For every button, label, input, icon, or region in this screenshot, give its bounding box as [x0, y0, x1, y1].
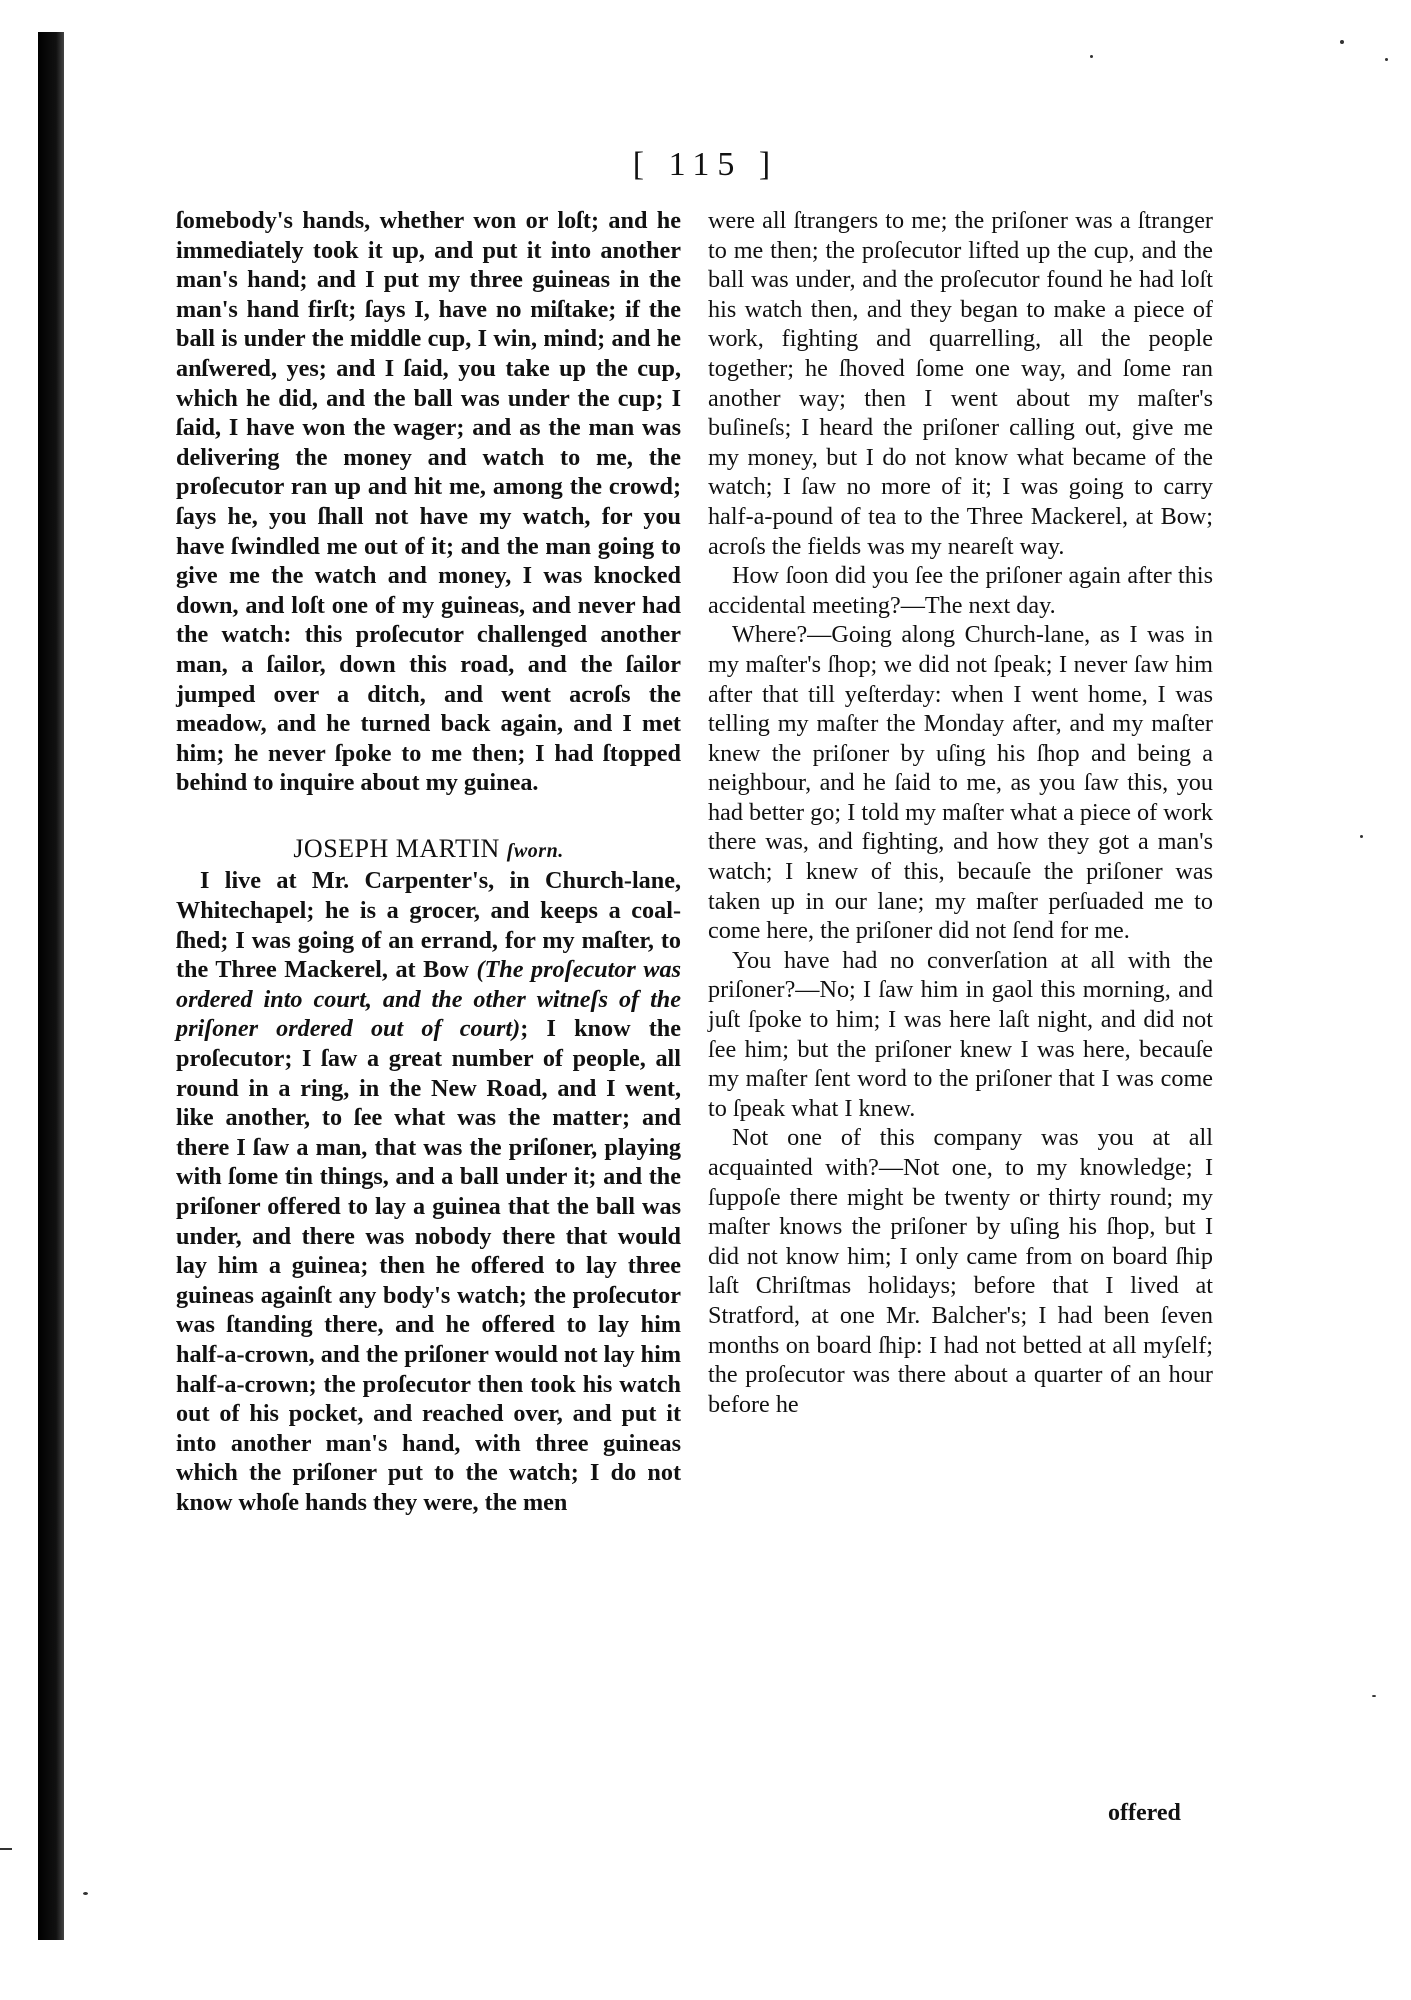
testimony-text: I live at Mr. Carpenter's, in Church-lane, Whitechapel; he is a grocer, and keeps a coal-ſhed; I was going of an errand, for my maſter, to the Three Mackerel, at Bow [176, 867, 681, 984]
right-column [708, 206, 1213, 1419]
scan-speck [1372, 1695, 1376, 1697]
scan-speck [1360, 835, 1363, 838]
question-answer: Not one of this company was you at all acquainted with?—Not one, to my knowledge; I ſuppoſe there might be twenty or thirty round; my maſter knows the priſoner by uſing his ſhop, but I did not know him; I only came from on board ſhip laſt Chriſtmas holidays; before that I lived at Stratford, at one Mr. Balcher's; I had been ſeven months on board ſhip: I had not betted at all myſelf; the proſecutor was there about a quarter of an hour before he [708, 1124, 1213, 1418]
question-answer: How ſoon did you ſee the priſoner again after this accidental meeting?—The next day. [708, 562, 1213, 619]
testimony-paragraph: ſomebody's hands, whether won or loſt; and he immediately took it up, and put it into another man's hand; and I put my three guineas in the man's hand firſt; ſays I, have no miſtake; if the ball is under the middle cup, I win, mind; and he anſwered, yes; and I ſaid, you take up the cup, which he did, and the ball was under the cup; I ſaid, I have won the wager; and as the man was delivering the money and watch to me, the proſecutor ran up and hit me, among the crowd; ſays he, you ſhall not have my watch, for you have ſwindled me out of it; and the man going to give me the watch and money, I was knocked down, and loſt one of my guineas, and never had the watch: this proſecutor challenged another man, a ſailor, down this road, and the ſailor jumped over a ditch, and went acroſs the meadow, and he turned back again, and I met him; he never ſpoke to me then; I had ſtopped behind to inquire about my guinea. [176, 207, 681, 797]
scan-speck [1385, 58, 1388, 61]
page-number: [ 115 ] [632, 146, 779, 183]
scan-speck [1340, 40, 1344, 44]
left-column [176, 206, 681, 1518]
sworn-label: ſworn. [506, 839, 564, 862]
question-answer: You have had no converſation at all with the priſoner?—No; I ſaw him in gaol this morning, and juſt ſpoke to him; I was here laſt night, and did not ſee him; but the priſoner knew I was here, becauſe my maſter ſent word to the priſoner that I was come to ſpeak what I knew. [708, 946, 1213, 1122]
scanned-page-edge [38, 32, 64, 1940]
testimony-text: ; I know the proſecutor; I ſaw a great number of people, all round in a ring, in the New Road, and I went, like another, to ſee what was the matter; and there I ſaw a man, that was the priſoner, playing with ſome tin things, and a ball under it; and the priſoner offered to lay a guinea that the ball was under, and there was nobody there that would lay him a guinea; then he offered to lay three guineas againſt any body's watch; the proſecutor was ſtanding there, and he offered to lay him half-a-crown, and the priſoner would not lay him half-a-crown; the proſecutor then took his watch out of his pocket, and reached over, and put it into another man's hand, with three guineas which the priſoner put to the watch; I do not know whoſe hands they were, the men [176, 1015, 681, 1516]
court-note: (The proſecutor was ordered into court, and the other witneſs of the priſoner ordered out of court) [176, 956, 682, 1043]
scan-speck [83, 1892, 88, 1895]
scan-mark [0, 1848, 12, 1850]
testimony-paragraph: were all ſtrangers to me; the priſoner was a ſtranger to me then; the proſecutor lifted up the cup, and the ball was under, and the proſecutor found he had loſt his watch then, and they began to make a piece of work, fighting and quarrelling, all the people together; he ſhoved ſome one way, and ſome ran another way; then I went about my maſter's buſineſs; I heard the priſoner calling out, give me my money, but I do not know what became of the watch; I ſaw no more of it; I was going to carry half-a-pound of tea to the Three Mackerel, at Bow; acroſs the fields was my neareſt way. [708, 207, 1213, 560]
catchword: offered [1108, 1800, 1181, 1826]
witness-name: JOSEPH MARTIN [293, 833, 500, 863]
testimony-paragraph [176, 866, 681, 1517]
question-answer: Where?—Going along Church-lane, as I was in my maſter's ſhop; we did not ſpeak; I never ſaw him after that till yeſterday: when I went home, I was telling my maſter the Monday after, and my maſter knew the priſoner by uſing his ſhop and being a neighbour, and he ſaid to me, as you ſaw this, you had better go; I told my maſter what a piece of work there was, and fighting, and how they got a man's watch; I knew of this, becauſe the priſoner was taken up in our lane; my maſter perſuaded me to come here, the priſoner did not ſend for me. [708, 621, 1213, 945]
witness-heading [176, 834, 681, 867]
scan-speck [1090, 55, 1093, 58]
